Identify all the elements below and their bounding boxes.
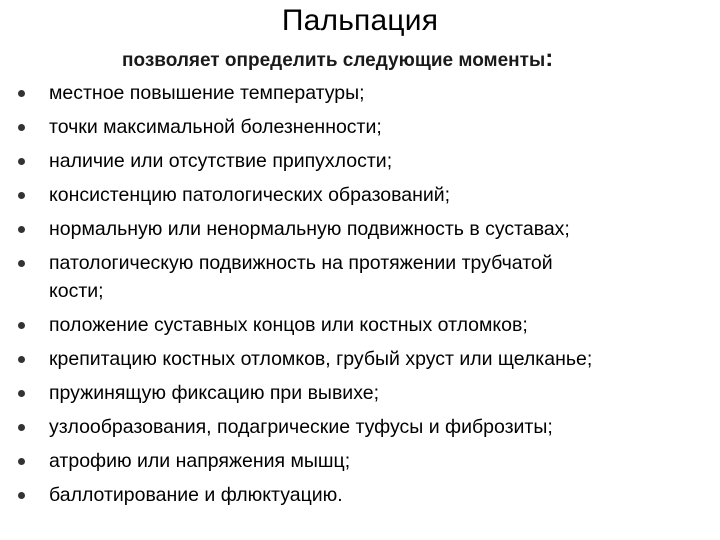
list-item [18,212,708,246]
list-item [18,76,708,110]
list-item [18,308,708,342]
list-item [18,342,708,376]
subtitle-text: позволяет определить следующие моменты [122,50,546,71]
bullet-icon [18,158,25,165]
list-item [18,444,708,478]
list-item [18,478,708,512]
bullet-icon [18,260,25,267]
list-item-text: крепитацию костных отломков, грубый хруст или щелканье; [49,348,593,370]
list-item-text: пружинящую фиксацию при вывихе; [49,382,379,404]
bullet-icon [18,390,25,397]
subtitle-colon: : [545,45,554,72]
list-item-text: точки максимальной болезненности; [49,116,382,138]
list-item-text-continued: кости; [49,280,104,302]
list-item-text: положение суставных концов или костных отломков; [49,314,528,336]
bullet-icon [18,424,25,431]
list-item [18,178,708,212]
list-item-text: местное повышение температуры; [49,82,365,104]
list-item [18,376,708,410]
bullet-icon [18,192,25,199]
list-item [18,144,708,178]
bullet-icon [18,124,25,131]
slide-title: Пальпация [281,4,439,37]
bullet-icon [18,226,25,233]
slide-subtitle [122,46,553,74]
list-item-text: атрофию или напряжения мышц; [49,450,351,472]
bullet-icon [18,492,25,499]
list-item-text: баллотирование и флюктуацию. [49,484,343,506]
bullet-icon [18,458,25,465]
list-item-text: наличие или отсутствие припухлости; [49,150,393,172]
list-item [18,110,708,144]
list-item-text: нормальную или ненормальную подвижность в суставах; [49,218,570,240]
bullet-icon [18,322,25,329]
list-item-text: консистенцию патологических образований; [49,184,451,206]
bullet-icon [18,90,25,97]
bullet-icon [18,356,25,363]
bullet-list [18,76,708,512]
list-item-text: узлообразования, подагрические туфусы и фиброзиты; [49,416,553,438]
list-item [18,410,708,444]
list-item [18,246,708,308]
list-item-text: патологическую подвижность на протяжении трубчатой [49,252,553,274]
